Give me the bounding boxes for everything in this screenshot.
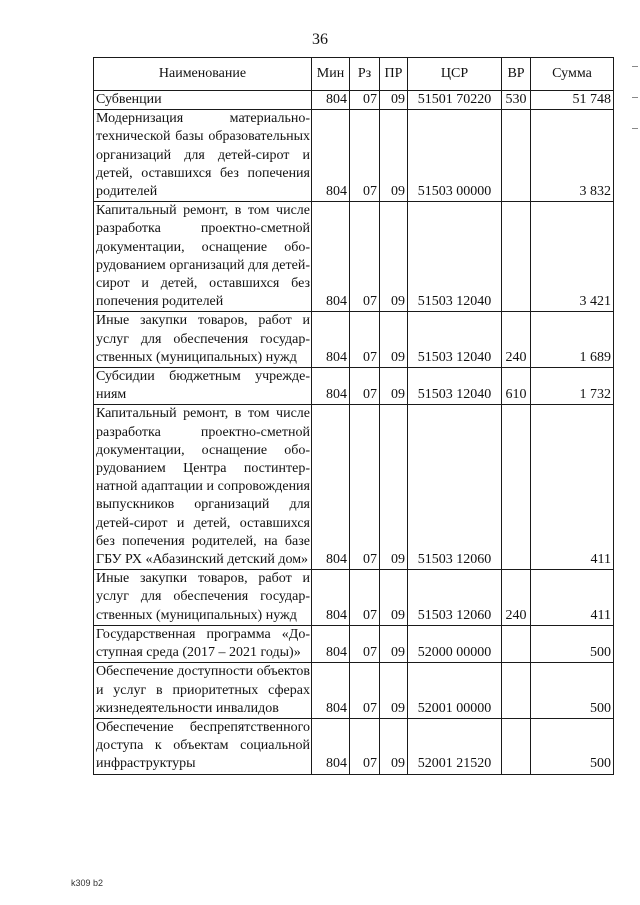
row-sum: 500 (531, 663, 614, 719)
row-csr: 51503 00000 (408, 110, 502, 202)
header-rz: Рз (350, 58, 380, 91)
row-csr: 52001 00000 (408, 663, 502, 719)
row-pr: 09 (380, 570, 408, 626)
table-row (94, 91, 614, 110)
row-rz: 07 (350, 110, 380, 202)
row-vr (502, 718, 531, 774)
row-rz: 07 (350, 312, 380, 368)
row-min: 804 (312, 110, 350, 202)
row-pr: 09 (380, 405, 408, 570)
footer-code: k309 b2 (71, 878, 104, 888)
row-min: 804 (312, 570, 350, 626)
row-sum: 3 421 (531, 202, 614, 312)
row-pr: 09 (380, 368, 408, 405)
header-csr: ЦСР (408, 58, 502, 91)
row-min: 804 (312, 91, 350, 110)
row-sum: 1 732 (531, 368, 614, 405)
row-rz: 07 (350, 202, 380, 312)
table-row (94, 663, 614, 719)
row-sum: 3 832 (531, 110, 614, 202)
row-name: Капитальный ремонт, в том числе разработка проектно-сметной документации, оснащение оборудованием организаций для детей-сирот и детей, оставшихся без попечения родителей (94, 202, 312, 312)
row-pr: 09 (380, 718, 408, 774)
scan-edge-mark (632, 66, 638, 67)
row-csr: 51503 12060 (408, 405, 502, 570)
row-pr: 09 (380, 663, 408, 719)
row-vr (502, 663, 531, 719)
row-csr: 52000 00000 (408, 625, 502, 662)
page-number: 36 (312, 31, 328, 48)
header-pr: ПР (380, 58, 408, 91)
row-pr: 09 (380, 312, 408, 368)
header-min: Мин (312, 58, 350, 91)
row-csr: 51503 12060 (408, 570, 502, 626)
table-row (94, 202, 614, 312)
row-csr: 51503 12040 (408, 312, 502, 368)
row-name: Модернизация материально-технической базы образовательных организаций для детей-сирот и детей, оставшихся без попечения родителей (94, 110, 312, 202)
scan-edge-mark (632, 97, 638, 98)
header-sum: Сумма (531, 58, 614, 91)
row-min: 804 (312, 405, 350, 570)
row-name: Государственная программа «Доступная среда (2017 – 2021 годы)» (94, 625, 312, 662)
row-min: 804 (312, 368, 350, 405)
row-name: Иные закупки товаров, работ и услуг для обеспечения государственных (муниципальных) нужд (94, 312, 312, 368)
row-sum: 411 (531, 570, 614, 626)
row-csr: 52001 21520 (408, 718, 502, 774)
row-rz: 07 (350, 368, 380, 405)
row-vr (502, 625, 531, 662)
scan-edge-mark (632, 128, 638, 129)
row-rz: 07 (350, 663, 380, 719)
row-rz: 07 (350, 405, 380, 570)
row-vr (502, 202, 531, 312)
row-vr: 530 (502, 91, 531, 110)
row-name: Субвенции (94, 91, 312, 110)
table-row (94, 625, 614, 662)
table-row (94, 110, 614, 202)
row-vr (502, 405, 531, 570)
row-pr: 09 (380, 110, 408, 202)
row-csr: 51501 70220 (408, 91, 502, 110)
table-row (94, 312, 614, 368)
row-name: Капитальный ремонт, в том числе разработка проектно-сметной документации, оснащение оборудованием Центра постинтернатной адаптации и сопровождения выпускников организаций для детей-сирот и детей, оставшихся без попечения родителей, на базе ГБУ РХ «Абазинский детский дом» (94, 405, 312, 570)
row-min: 804 (312, 718, 350, 774)
row-sum: 51 748 (531, 91, 614, 110)
row-sum: 500 (531, 625, 614, 662)
table-row (94, 718, 614, 774)
row-csr: 51503 12040 (408, 368, 502, 405)
row-rz: 07 (350, 718, 380, 774)
row-name: Иные закупки товаров, работ и услуг для обеспечения государственных (муниципальных) нужд (94, 570, 312, 626)
row-rz: 07 (350, 570, 380, 626)
row-csr: 51503 12040 (408, 202, 502, 312)
row-min: 804 (312, 663, 350, 719)
table-row (94, 368, 614, 405)
row-name: Обеспечение беспрепятственного доступа к объектам социальной инфраструктуры (94, 718, 312, 774)
row-name: Обеспечение доступности объектов и услуг в приоритетных сферах жизнедеятельности инвалидов (94, 663, 312, 719)
row-sum: 1 689 (531, 312, 614, 368)
header-vr: ВР (502, 58, 531, 91)
table-row (94, 405, 614, 570)
row-vr: 240 (502, 570, 531, 626)
row-min: 804 (312, 202, 350, 312)
row-vr (502, 110, 531, 202)
row-rz: 07 (350, 625, 380, 662)
row-min: 804 (312, 625, 350, 662)
row-pr: 09 (380, 202, 408, 312)
row-sum: 500 (531, 718, 614, 774)
budget-table (93, 57, 614, 775)
row-rz: 07 (350, 91, 380, 110)
header-row (94, 58, 614, 91)
table-row (94, 570, 614, 626)
header-name: Наименование (94, 58, 312, 91)
row-name: Субсидии бюджетным учреждениям (94, 368, 312, 405)
row-sum: 411 (531, 405, 614, 570)
row-vr: 610 (502, 368, 531, 405)
row-pr: 09 (380, 625, 408, 662)
row-vr: 240 (502, 312, 531, 368)
row-pr: 09 (380, 91, 408, 110)
row-min: 804 (312, 312, 350, 368)
